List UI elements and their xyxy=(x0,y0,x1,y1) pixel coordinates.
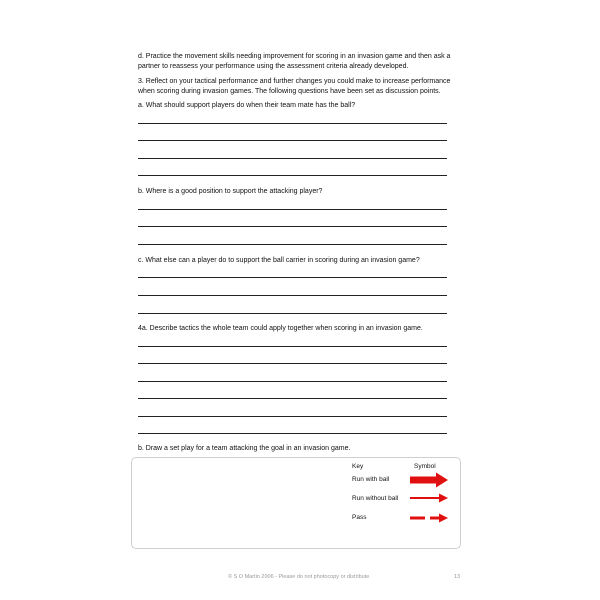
thick-red-arrow-icon xyxy=(409,472,449,488)
answer-line[interactable] xyxy=(138,363,447,364)
answer-line[interactable] xyxy=(138,226,447,227)
key-heading: Key xyxy=(352,463,364,470)
key-label-run-with-ball: Run with ball xyxy=(352,476,390,483)
answer-line[interactable] xyxy=(138,175,447,176)
answer-line[interactable] xyxy=(138,123,447,124)
question-a: a. What should support players do when their team mate has the ball? xyxy=(138,102,356,109)
question-c: c. What else can a player do to support the ball carrier in scoring during an invasion game? xyxy=(138,257,420,264)
answer-line[interactable] xyxy=(138,346,447,347)
symbol-heading: Symbol xyxy=(414,463,436,470)
answer-line[interactable] xyxy=(138,381,447,382)
answer-line[interactable] xyxy=(138,416,447,417)
key-label-run-without-ball: Run without ball xyxy=(352,495,399,502)
question-b: b. Where is a good position to support the attacking player? xyxy=(138,188,323,195)
dashed-red-arrow-icon xyxy=(409,512,449,524)
answer-line[interactable] xyxy=(138,277,447,278)
answer-line[interactable] xyxy=(138,209,447,210)
question-4a: 4a. Describe tactics the whole team could apply together when scoring in an invasion game. xyxy=(138,325,423,332)
answer-line[interactable] xyxy=(138,158,447,159)
answer-line[interactable] xyxy=(138,295,447,296)
answer-line[interactable] xyxy=(138,433,447,434)
thin-red-arrow-icon xyxy=(409,492,449,504)
paragraph-d: d. Practice the movement skills needing improvement for scoring in an invasion game and then ask a partner to reassess your performance using the assessment criteria already developed. xyxy=(138,53,451,70)
answer-line[interactable] xyxy=(138,140,447,141)
question-4b: b. Draw a set play for a team attacking the goal in an invasion game. xyxy=(138,445,351,452)
page-number: 13 xyxy=(454,574,461,580)
answer-line[interactable] xyxy=(138,244,447,245)
key-label-pass: Pass xyxy=(352,514,367,521)
answer-line[interactable] xyxy=(138,398,447,399)
answer-line[interactable] xyxy=(138,313,447,314)
paragraph-3: 3. Reflect on your tactical performance and further changes you could make to increase performance when scoring during invasion games. The following questions have been set as discussion points. xyxy=(138,78,451,95)
copyright-notice: © S O Martin 2006 - Please do not photocopy or distribute xyxy=(228,574,370,580)
